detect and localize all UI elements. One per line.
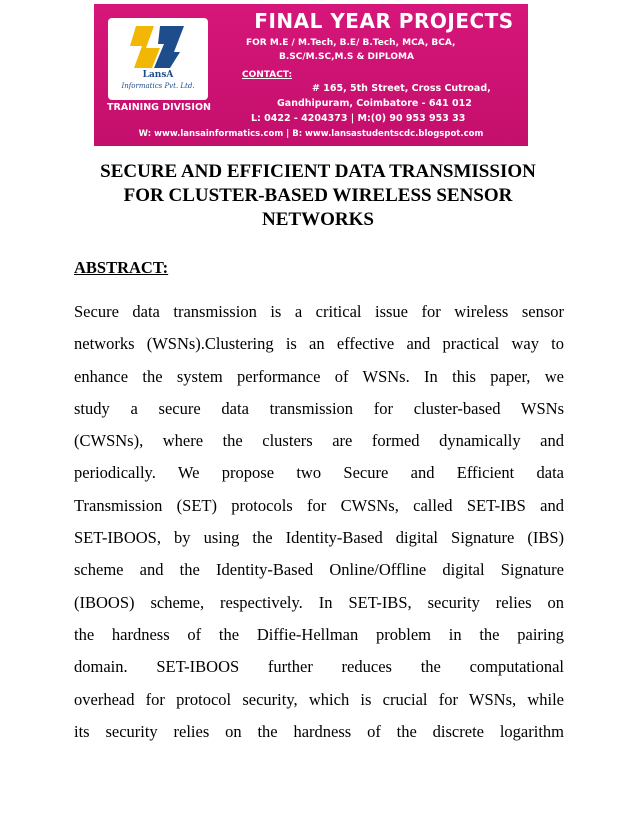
logo-name: LansA — [142, 70, 174, 80]
header-banner — [94, 4, 528, 146]
abstract-body — [74, 296, 564, 748]
contact-label: CONTACT: — [242, 70, 293, 80]
logo-subtitle: Informatics Pvt. Ltd. — [121, 82, 195, 90]
courses-line-1: FOR M.E / M.Tech, B.E/ B.Tech, MCA, BCA, — [246, 38, 456, 48]
abstract-line: periodically. We propose two Secure and Efficient data — [74, 463, 564, 483]
document-title — [70, 160, 566, 232]
abstract-line: (CWSNs), where the clusters are formed dynamically and — [74, 431, 564, 451]
abstract-line: enhance the system performance of WSNs. In this paper, we — [74, 366, 564, 386]
abstract-line: the hardness of the Diffie-Hellman problem in the pairing — [74, 624, 564, 644]
abstract-line: its security relies on the hardness of the discrete logarithm — [74, 721, 564, 741]
web-links-line: W: www.lansainformatics.com | B: www.lansastudentscdc.blogspot.com — [138, 129, 484, 139]
abstract-line: SET-IBOOS, by using the Identity-Based digital Signature (IBS) — [74, 528, 564, 548]
company-logo — [108, 18, 208, 100]
address-line-1: # 165, 5th Street, Cross Cutroad, — [312, 83, 491, 94]
abstract-line: Secure data transmission is a critical issue for wireless sensor — [74, 302, 564, 321]
title-line: FOR CLUSTER-BASED WIRELESS SENSOR — [123, 185, 513, 206]
phone-line: L: 0422 - 4204373 | M:(0) 90 953 953 33 — [251, 113, 466, 124]
abstract-line: scheme and the Identity-Based Online/Offline digital Signature — [74, 560, 564, 580]
banner-title: FINAL YEAR PROJECTS — [254, 9, 514, 33]
abstract-line: Transmission (SET) protocols for CWSNs, called SET-IBS and — [74, 495, 564, 515]
abstract-line: overhead for protocol security, which is crucial for WSNs, while — [74, 689, 564, 709]
title-line: SECURE AND EFFICIENT DATA TRANSMISSION — [100, 161, 536, 182]
abstract-line: (IBOOS) scheme, respectively. In SET-IBS, security relies on — [74, 592, 564, 612]
address-line-2: Gandhipuram, Coimbatore - 641 012 — [277, 98, 472, 109]
abstract-heading: ABSTRACT: — [74, 258, 169, 277]
abstract-line: domain. SET-IBOOS further reduces the computational — [74, 657, 564, 677]
courses-line-2: B.SC/M.SC,M.S & DIPLOMA — [279, 52, 414, 62]
lansa-logo-icon — [130, 22, 186, 72]
training-division-label: TRAINING DIVISION — [107, 102, 211, 113]
abstract-line: networks (WSNs).Clustering is an effective and practical way to — [74, 334, 564, 354]
abstract-line: study a secure data transmission for cluster-based WSNs — [74, 398, 564, 418]
title-line: NETWORKS — [262, 209, 374, 230]
